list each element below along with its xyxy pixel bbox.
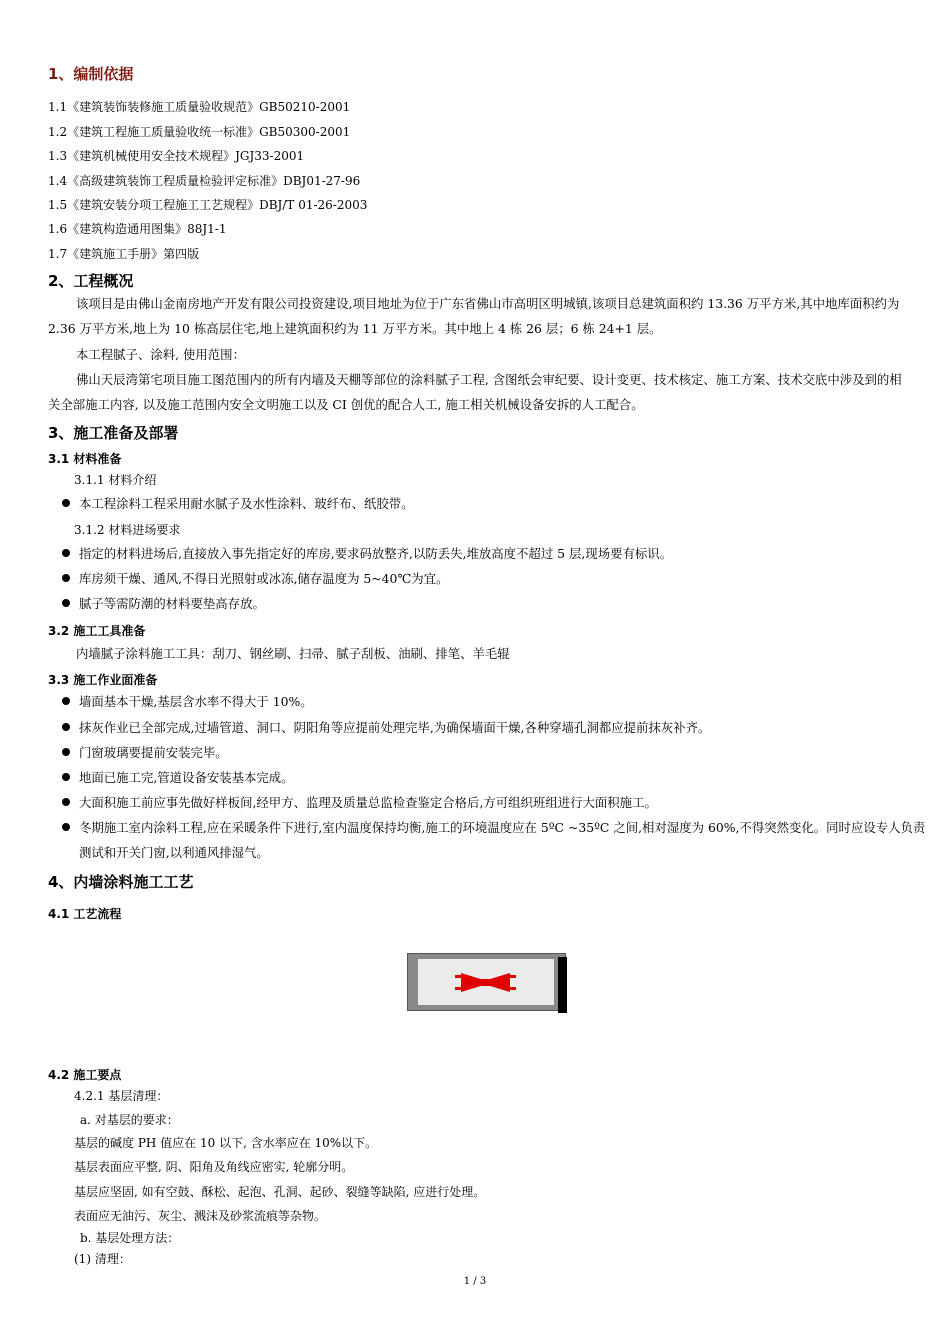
- subsection-4-1-title: 4.1 工艺流程: [48, 907, 122, 921]
- flow-shadow: [558, 957, 567, 1013]
- process-flow-diagram: [407, 953, 566, 1011]
- list-item: 地面已施工完,管道设备安装基本完成。: [62, 765, 912, 790]
- subsection-4-2-title: 4.2 施工要点: [48, 1068, 122, 1082]
- section-2-title: 2、工程概况: [48, 272, 134, 290]
- basis-item: 1.2《建筑工程施工质量验收统一标准》GB50300-2001: [48, 125, 351, 139]
- bullet-icon: [62, 574, 70, 582]
- list-item: 指定的材料进场后,直接放入事先指定好的库房,要求码放整齐,以防丢失,堆放高度不超过 5 层,现场要有标识。: [62, 541, 912, 566]
- method-step: (1) 清理：: [74, 1252, 131, 1266]
- list-item: 大面积施工前应事先做好样板间,经甲方、监理及质量总监检查鉴定合格后,方可组织班组进行大面积施工。: [62, 790, 912, 815]
- list-item: 库房须干燥、通风,不得日光照射或冰冻,储存温度为 5~40℃为宜。: [62, 566, 912, 591]
- list-item: 抹灰作业已全部完成,过墙管道、洞口、阴阳角等应提前处理完毕,为确保墙面干燥,各种穿墙孔洞都应提前抹灰补齐。: [62, 715, 912, 740]
- subsection-3-2-title: 3.2 施工工具准备: [48, 624, 146, 638]
- requirement-item: 基层的碱度 PH 值应在 10 以下, 含水率应在 10%以下。: [74, 1136, 378, 1150]
- bullet-icon: [62, 549, 70, 557]
- scope-label: 本工程腻子、涂料, 使用范围：: [76, 347, 245, 362]
- bullet-icon: [62, 723, 70, 731]
- basis-item: 1.4《高级建筑装饰工程质量检验评定标准》DBJ01-27-96: [48, 174, 361, 188]
- method-heading: b. 基层处理方法：: [80, 1231, 180, 1245]
- flow-box: [418, 959, 554, 1005]
- basis-item: 1.1《建筑装饰装修施工质量验收规范》GB50210-2001: [48, 100, 351, 114]
- double-arrow-icon: [418, 959, 554, 1005]
- basis-item: 1.6《建筑构造通用图集》88J1-1: [48, 222, 227, 236]
- bullet-icon: [62, 599, 70, 607]
- subsection-3-3-title: 3.3 施工作业面准备: [48, 673, 158, 687]
- scope-paragraph: 佛山天辰湾第宅项目施工图范围内的所有内墙及天棚等部位的涂料腻子工程, 含图纸会审纪要、设计变更、技术核定、施工方案、技术交底中涉及到的相关全部施工内容, 以及施工范围内安全文明施工以及 CI 创优的配合人工, 施工相关机械设备安拆的人工配合。: [48, 372, 902, 412]
- section-4-title: 4、内墙涂料施工工艺: [48, 873, 194, 891]
- section-1-title: 1、编制依据: [48, 65, 134, 83]
- requirement-item: 基层应坚固, 如有空鼓、酥松、起泡、孔洞、起砂、裂缝等缺陷, 应进行处理。: [74, 1185, 486, 1199]
- subsection-3-1-title: 3.1 材料准备: [48, 452, 122, 466]
- bullet-icon: [62, 798, 70, 806]
- bullet-icon: [62, 823, 70, 831]
- bullet-icon: [62, 748, 70, 756]
- list-item: 腻子等需防潮的材料要垫高存放。: [62, 591, 912, 616]
- page-number: 1 / 3: [463, 1276, 487, 1287]
- bullet-icon: [62, 499, 70, 507]
- bullet-icon: [62, 697, 70, 705]
- basis-item: 1.3《建筑机械使用安全技术规程》JGJ33-2001: [48, 149, 305, 163]
- basis-item: 1.5《建筑安装分项工程施工工艺规程》DBJ/T 01-26-2003: [48, 198, 368, 212]
- list-item: 本工程涂料工程采用耐水腻子及水性涂料、玻纤布、纸胶带。: [62, 491, 912, 516]
- requirement-item: 基层表面应平整, 阴、阳角及角线应密实, 轮廓分明。: [74, 1160, 354, 1174]
- list-item: 墙面基本干燥,基层含水率不得大于 10%。: [62, 689, 912, 714]
- requirement-heading: a. 对基层的要求：: [80, 1113, 179, 1127]
- subsection-3-1-2-title: 3.1.2 材料进场要求: [74, 523, 181, 537]
- list-item: 门窗玻璃要提前安装完毕。: [62, 740, 912, 765]
- requirement-item: 表面应无油污、灰尘、溅沫及砂浆流痕等杂物。: [74, 1209, 327, 1223]
- list-item: 冬期施工室内涂料工程,应在采暖条件下进行,室内温度保持均衡,施工的环境温度应在 5ºC ~35ºC 之间,相对湿度为 60%,不得突然变化。同时应设专人负责测试和开关门窗,以利通风排湿气。: [62, 815, 929, 865]
- subsection-3-1-1-title: 3.1.1 材料介绍: [74, 473, 157, 487]
- project-overview-paragraph: 该项目是由佛山金南房地产开发有限公司投资建设,项目地址为位于广东省佛山市高明区明城镇,该项目总建筑面积约 13.36 万平方米,其中地库面积约为 2.36 万平方米,地上为 10 栋高层住宅,地上建筑面积约为 11 万平方米。其中地上 4 栋 26 层；6 栋 24+1 层。: [48, 296, 900, 336]
- bullet-icon: [62, 773, 70, 781]
- tools-paragraph: 内墙腻子涂料施工工具：刮刀、钢丝刷、扫帚、腻子刮板、油刷、排笔、羊毛辊: [76, 646, 510, 661]
- section-3-title: 3、施工准备及部署: [48, 424, 179, 442]
- basis-item: 1.7《建筑施工手册》第四版: [48, 247, 200, 261]
- subsection-4-2-1-title: 4.2.1 基层清理：: [74, 1089, 169, 1103]
